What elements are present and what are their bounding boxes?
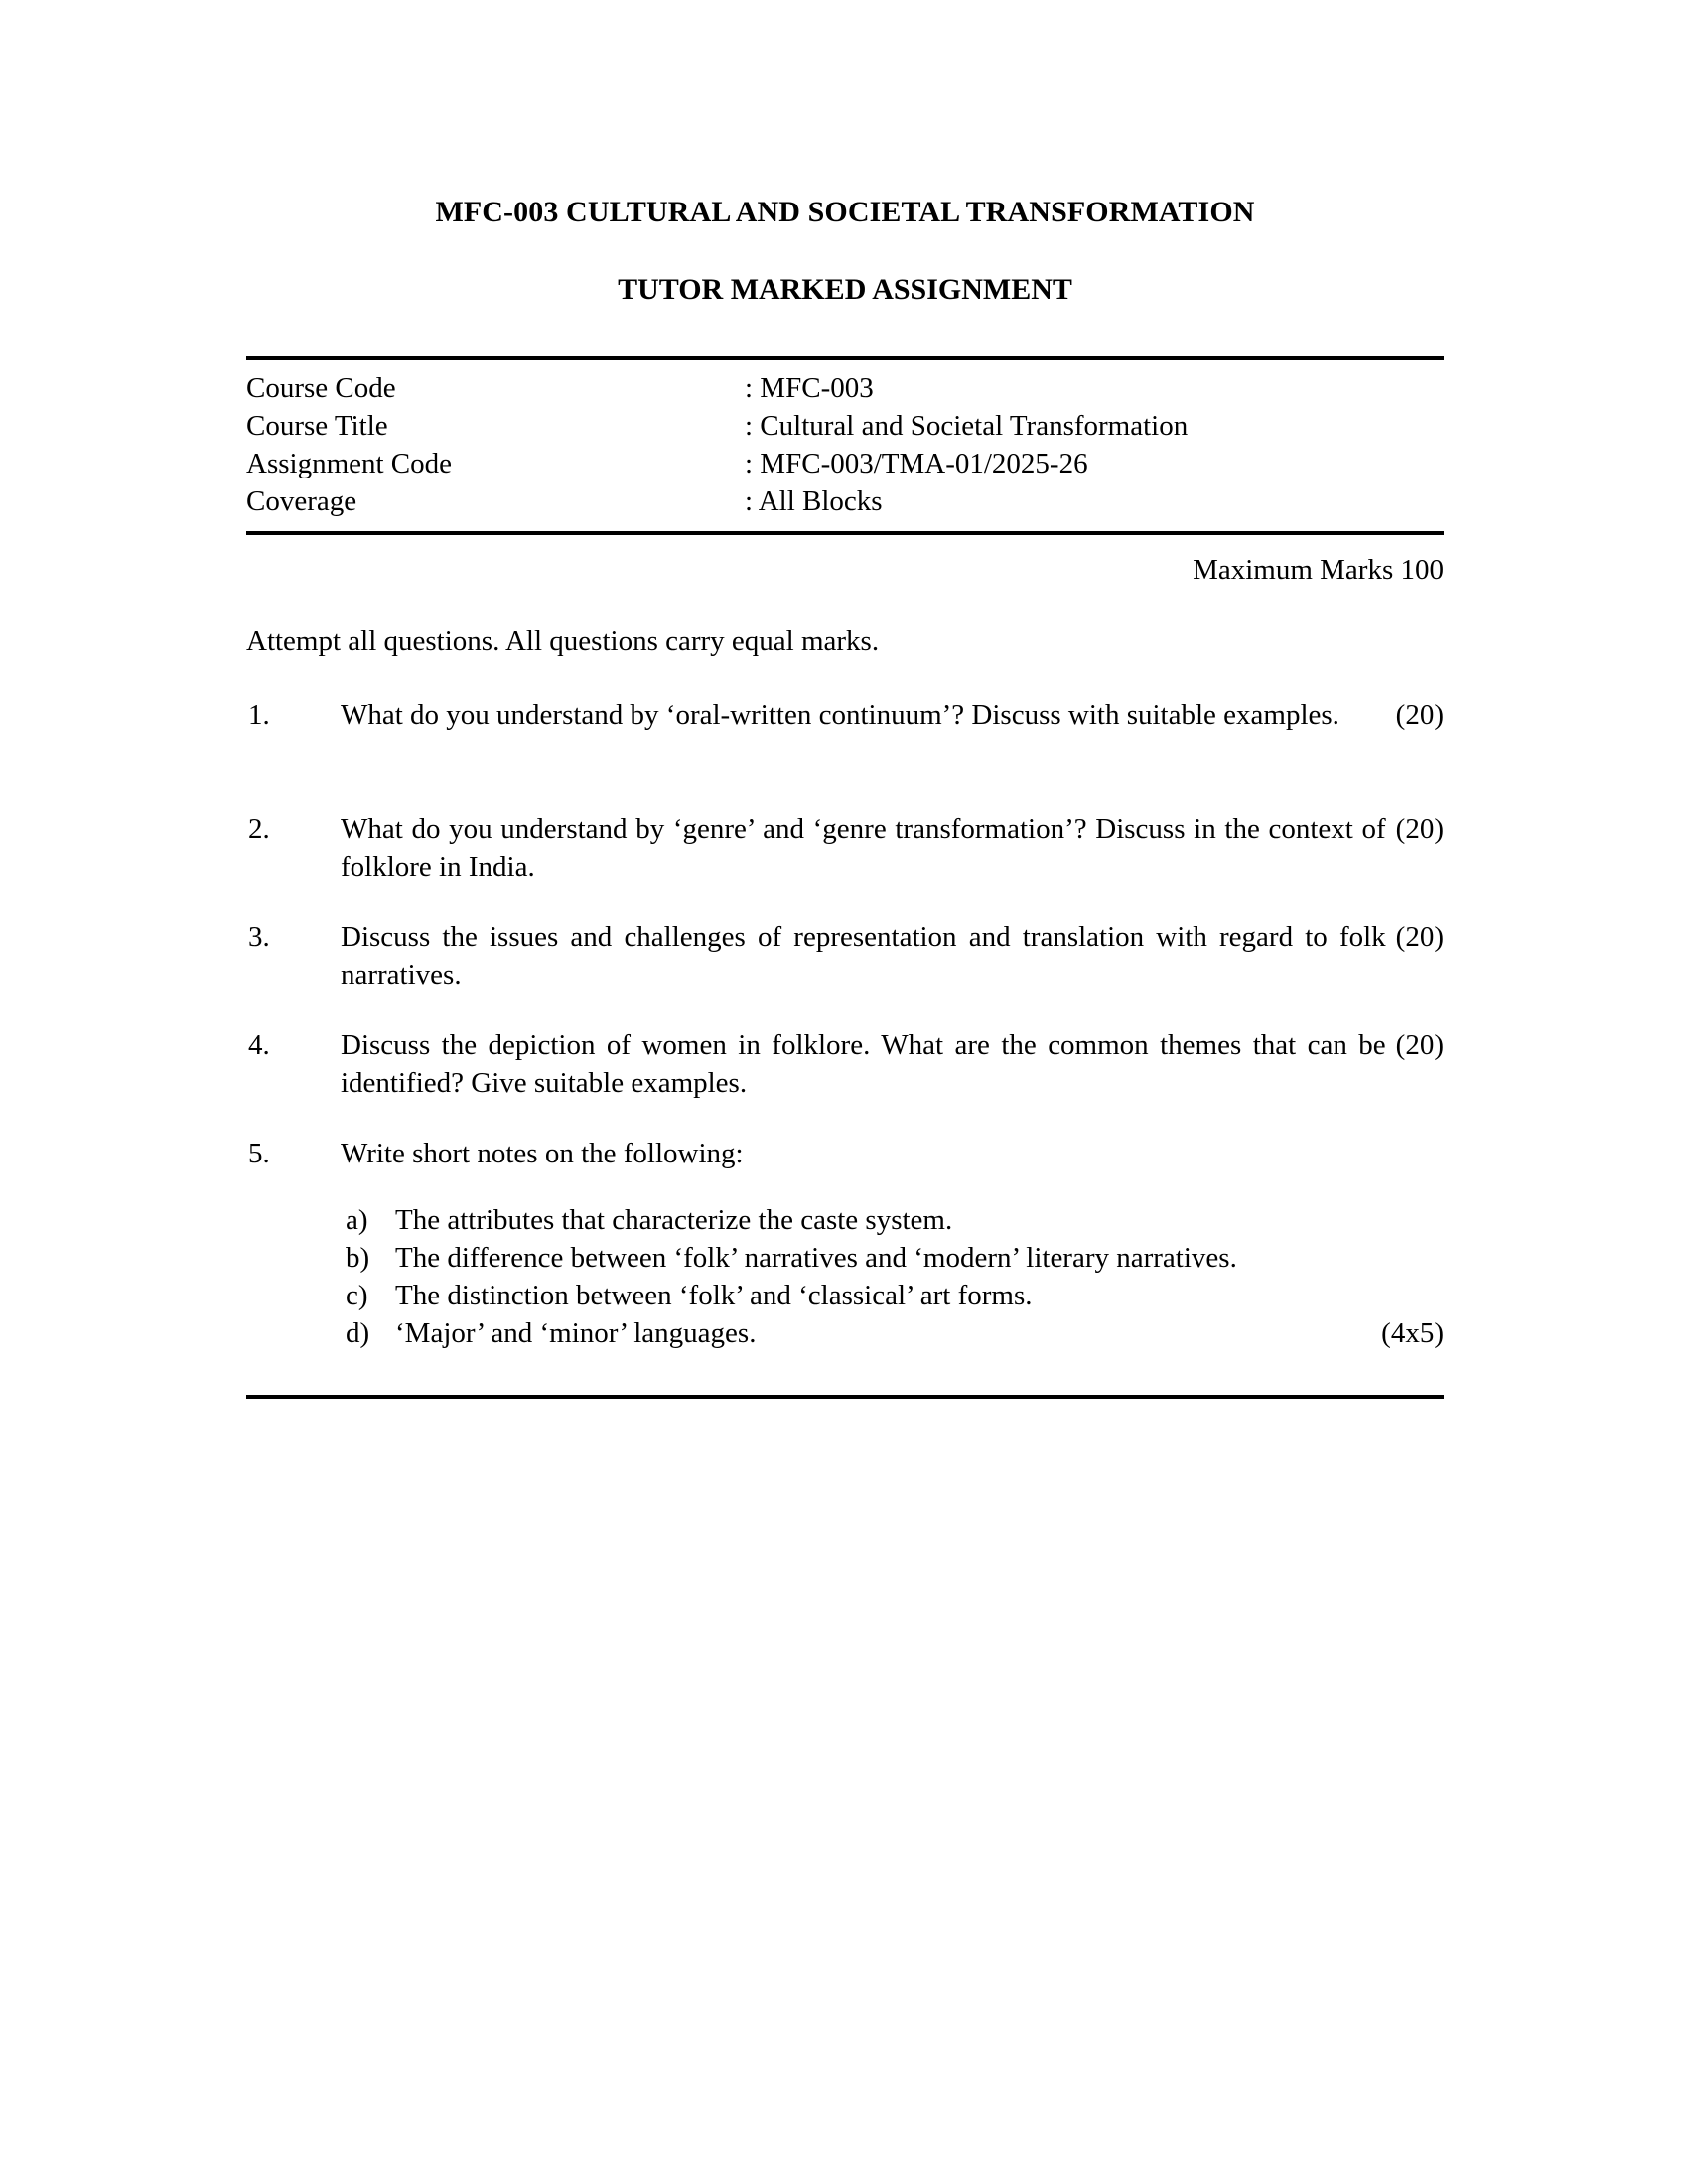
course-code-label: Course Code (246, 372, 396, 404)
sub-question-d-text: ‘Major’ and ‘minor’ languages. (395, 1317, 757, 1349)
sub-question-b-text: The difference between ‘folk’ narratives and ‘modern’ literary narratives. (395, 1242, 1237, 1274)
table-row (246, 369, 1444, 407)
page-subtitle: TUTOR MARKED ASSIGNMENT (618, 273, 1072, 306)
course-title-value: : Cultural and Societal Transformation (745, 410, 1189, 442)
question-2-text: What do you understand by ‘genre’ and ‘genre transformation’? Discuss in the context of folklore in India. (341, 813, 1386, 883)
sub-question-c-text: The distinction between ‘folk’ and ‘classical’ art forms. (395, 1280, 1033, 1311)
divider-middle (246, 531, 1444, 535)
question-1 (246, 696, 1444, 734)
spacer (246, 734, 1444, 810)
question-2-number: 2. (248, 813, 270, 845)
question-1-marks: (20) (1395, 699, 1444, 731)
question-5-body (341, 1135, 1444, 1172)
question-3-body (341, 918, 1444, 994)
course-title-label: Course Title (246, 410, 388, 442)
sub-question-list (246, 1201, 1444, 1352)
sub-question-b (346, 1239, 1444, 1277)
table-row (246, 445, 1444, 482)
question-3-number: 3. (248, 921, 270, 953)
assignment-code-value: : MFC-003/TMA-01/2025-26 (745, 448, 1088, 479)
question-4-marks: (20) (1395, 1029, 1444, 1061)
sub-question-a-marker: a) (346, 1204, 368, 1236)
question-5-text: Write short notes on the following: (341, 1138, 744, 1169)
question-3 (246, 918, 1444, 994)
spacer (246, 994, 1444, 1026)
course-info-table (246, 369, 1444, 520)
question-2-body (341, 810, 1444, 886)
divider-bottom (246, 1395, 1444, 1399)
table-row (246, 407, 1444, 445)
sub-question-c-marker: c) (346, 1280, 368, 1311)
sub-question-d-marker: d) (346, 1317, 370, 1349)
sub-question-d (346, 1314, 1444, 1352)
coverage-label: Coverage (246, 485, 357, 517)
question-1-number: 1. (248, 699, 270, 731)
sub-question-b-marker: b) (346, 1242, 370, 1274)
question-3-marks: (20) (1395, 921, 1444, 953)
question-2-marks: (20) (1395, 813, 1444, 845)
course-code-value: : MFC-003 (745, 372, 874, 404)
sub-question-d-marks: (4x5) (1381, 1317, 1444, 1349)
sub-question-a-text: The attributes that characterize the caste system. (395, 1204, 953, 1236)
question-2 (246, 810, 1444, 886)
question-list (246, 696, 1444, 1352)
instruction-text: Attempt all questions. All questions carry equal marks. (246, 625, 880, 657)
maximum-marks: Maximum Marks 100 (1193, 554, 1444, 586)
question-1-body (341, 696, 1444, 734)
spacer (246, 886, 1444, 918)
page-title: MFC-003 CULTURAL AND SOCIETAL TRANSFORMATION (435, 196, 1255, 228)
content-column (246, 0, 1444, 1399)
sub-question-a (346, 1201, 1444, 1239)
question-1-text: What do you understand by ‘oral-written continuum’? Discuss with suitable examples. (341, 699, 1339, 731)
question-4 (246, 1026, 1444, 1102)
coverage-value: : All Blocks (745, 485, 883, 517)
sub-question-c (346, 1277, 1444, 1314)
spacer (246, 1102, 1444, 1135)
question-5 (246, 1135, 1444, 1172)
assignment-code-label: Assignment Code (246, 448, 453, 479)
question-3-text: Discuss the issues and challenges of representation and translation with regard to folk narratives. (341, 921, 1386, 991)
question-4-text: Discuss the depiction of women in folklore. What are the common themes that can be identified? Give suitable examples. (341, 1029, 1386, 1099)
table-row (246, 482, 1444, 520)
divider-top (246, 356, 1444, 360)
question-5-number: 5. (248, 1138, 270, 1169)
question-4-number: 4. (248, 1029, 270, 1061)
question-4-body (341, 1026, 1444, 1102)
